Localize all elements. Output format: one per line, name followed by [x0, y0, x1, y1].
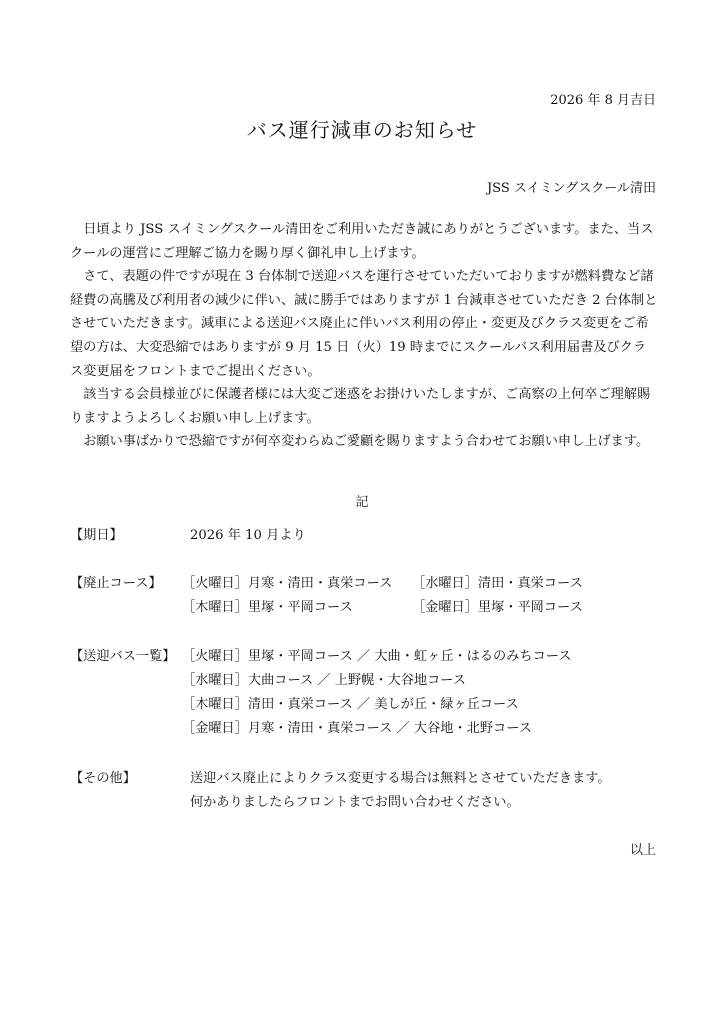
- page-title: バス運行減車のお知らせ: [246, 118, 478, 142]
- sender-name: JSS スイミングスクール清田: [486, 181, 656, 196]
- ki-heading: 記: [355, 495, 369, 510]
- abolished-item: ［木曜日］里塚・平岡コース: [182, 600, 353, 615]
- abolished-item: ［火曜日］月寒・清田・真栄コース: [182, 576, 393, 591]
- other-line: 何かありましたらフロントまでお問い合わせください。: [190, 795, 520, 810]
- other-line: 送迎バス廃止によりクラス変更する場合は無料とさせていただきます。: [190, 771, 611, 786]
- body-paragraph: さて、表題の件ですが現在 3 台体制で送迎バスを運行させていただいておりますが燃料費など諸経費の高騰及び利用者の減少に伴い、誠に勝手ではありますが 1 台減車させていただき 2 台体制とさせていただきます。減車による送迎バス廃止に伴いバス利用の停止・変更及びクラス変更をご希望の方は、大変恐縮ではありますが 9 月 15 日（火）19 時までにスクールバス利用届書及びクラス変更届をフロントまでご提出ください。: [70, 269, 658, 379]
- abolished-item: ［水曜日］清田・真栄コース: [412, 576, 583, 591]
- abolished-item: ［金曜日］里塚・平岡コース: [412, 600, 583, 615]
- bus-list-label: 【送迎バス一覧】: [70, 649, 176, 664]
- body-text: [70, 218, 658, 454]
- bus-list-item: ［金曜日］月寒・清田・真栄コース ／ 大谷地・北野コース: [182, 721, 532, 736]
- body-paragraph: 日頃より JSS スイミングスクール清田をご利用いただき誠にありがとうございます。また、当スクールの運営にご理解ご協力を賜り厚く御礼申し上げます。: [70, 222, 654, 261]
- bus-list-item: ［水曜日］大曲コース ／ 上野幌・大谷地コース: [182, 673, 466, 688]
- abolished-label: 【廃止コース】: [70, 576, 162, 591]
- date-label: 【期日】: [70, 528, 123, 543]
- bus-list-item: ［火曜日］里塚・平岡コース ／ 大曲・虹ヶ丘・はるのみちコース: [182, 649, 572, 664]
- other-label: 【その他】: [70, 771, 136, 786]
- issue-date: 2026 年 8 月吉日: [550, 93, 656, 108]
- body-paragraph: お願い事ばかりで恐縮ですが何卒変わらぬご愛顧を賜りますよう合わせてお願い申し上げます。: [83, 434, 650, 450]
- bus-list-item: ［木曜日］清田・真栄コース ／ 美しが丘・緑ヶ丘コース: [182, 697, 519, 712]
- date-value: 2026 年 10 月より: [190, 528, 306, 543]
- closing-text: 以上: [629, 843, 656, 858]
- body-paragraph: 該当する会員様並びに保護者様には大変ご迷惑をお掛けいたしますが、ご高察の上何卒ご理解賜りますようよろしくお願い申し上げます。: [70, 387, 651, 426]
